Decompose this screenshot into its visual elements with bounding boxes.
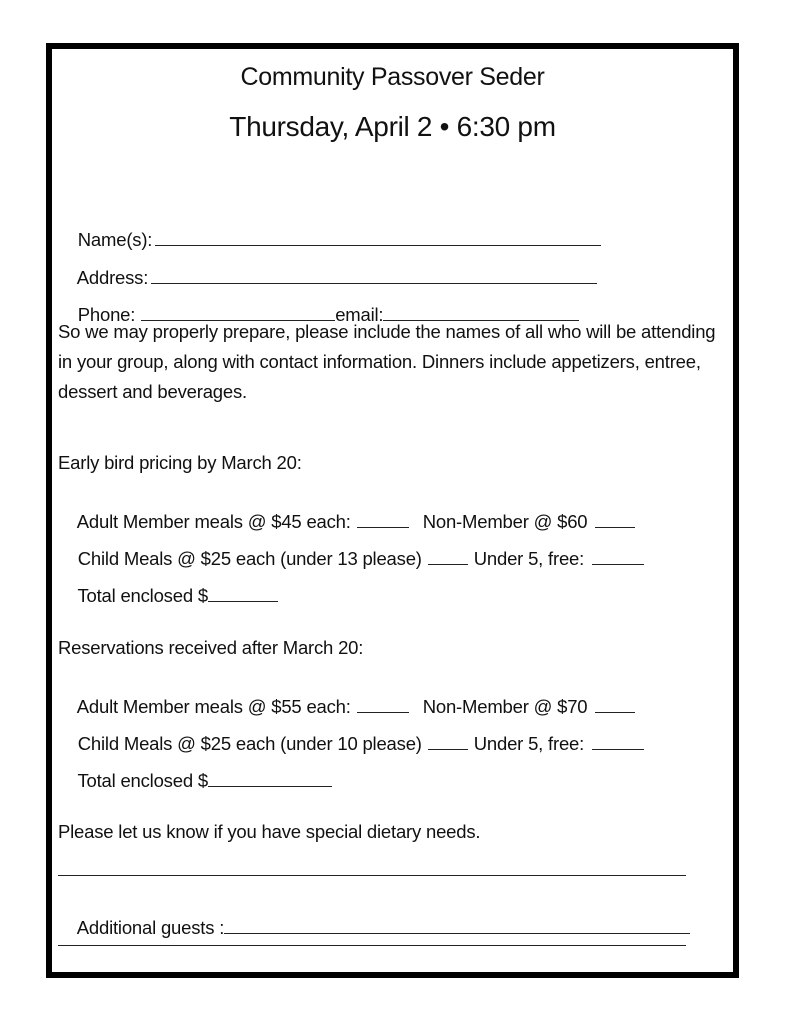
early-child-label: Child Meals @ $25 each (under 13 please)	[77, 548, 422, 569]
early-total-row	[58, 563, 278, 629]
early-under5-qty-field[interactable]	[592, 548, 644, 565]
form-title: Community Passover Seder	[240, 63, 545, 91]
names-label: Name(s):	[77, 229, 153, 250]
late-under5-label: Under 5, free:	[473, 733, 585, 754]
phone-label: Phone:	[77, 304, 136, 325]
late-nonmember-label: Non-Member @ $70	[422, 696, 588, 717]
event-date-time: Thursday, April 2 • 6:30 pm	[229, 111, 556, 142]
late-total-label: Total enclosed $	[77, 770, 208, 791]
guests-label: Additional guests :	[76, 917, 225, 938]
late-adult-label: Adult Member meals @ $55 each:	[76, 696, 351, 717]
early-nonmember-label: Non-Member @ $60	[422, 511, 588, 532]
form-border	[46, 43, 739, 978]
early-child-qty-field[interactable]	[428, 548, 468, 565]
dietary-prompt: Please let us know if you have special dietary needs.	[58, 821, 481, 842]
guests-field[interactable]	[224, 917, 690, 934]
early-total-field[interactable]	[208, 585, 278, 602]
early-bird-heading: Early bird pricing by March 20:	[58, 452, 302, 473]
intro-paragraph: So we may properly prepare, please include the names of all who will be attending in your group, along with contact information. Dinners include appetizers, entree, dessert and beverages.	[58, 321, 716, 402]
early-total-label: Total enclosed $	[77, 585, 208, 606]
early-adult-label: Adult Member meals @ $45 each:	[76, 511, 351, 532]
late-under5-qty-field[interactable]	[592, 733, 644, 750]
early-under5-label: Under 5, free:	[473, 548, 585, 569]
guests-extra-field[interactable]	[58, 945, 686, 946]
names-field[interactable]	[155, 229, 601, 246]
late-child-label: Child Meals @ $25 each (under 10 please)	[77, 733, 422, 754]
late-total-field[interactable]	[208, 770, 332, 787]
dietary-field[interactable]	[58, 875, 686, 876]
email-label: email:	[335, 304, 384, 325]
late-child-qty-field[interactable]	[428, 733, 468, 750]
guests-row	[58, 895, 690, 961]
address-label: Address:	[76, 267, 149, 288]
late-total-row	[58, 748, 332, 814]
late-heading: Reservations received after March 20:	[58, 637, 364, 658]
